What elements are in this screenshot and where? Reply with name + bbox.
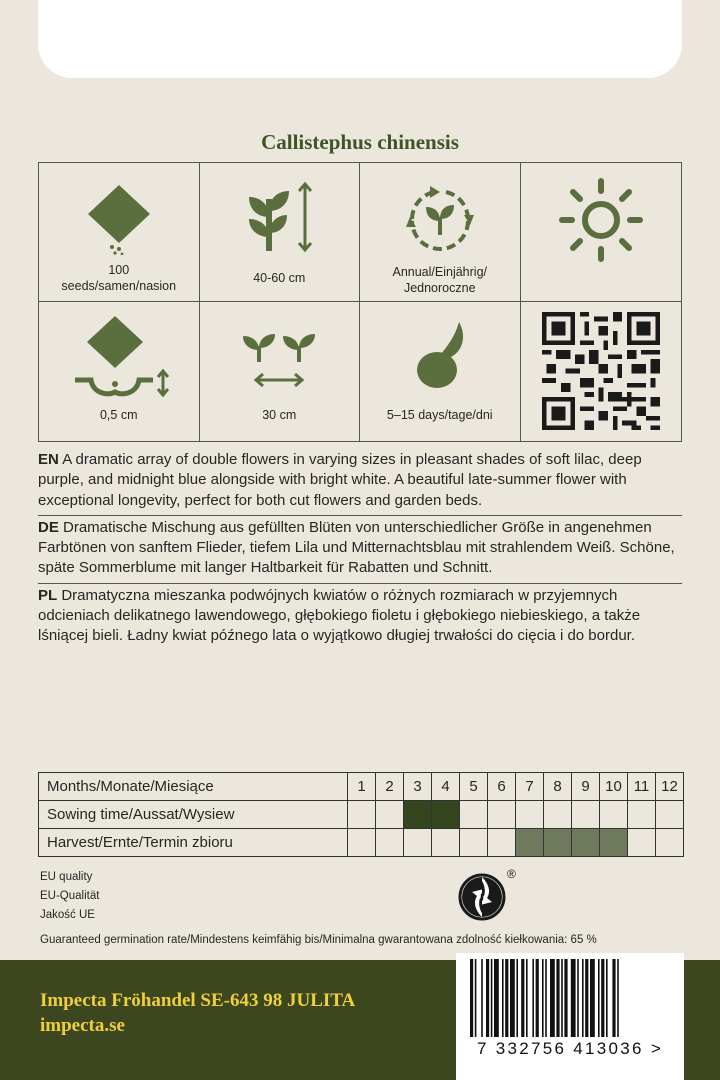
lifecycle-line2: Jednoroczne bbox=[403, 281, 476, 295]
barcode-bar bbox=[561, 959, 563, 1037]
barcode-bar bbox=[532, 959, 534, 1037]
barcode-bars bbox=[456, 953, 684, 1039]
height-cell bbox=[200, 163, 361, 302]
barcode-bar bbox=[601, 959, 604, 1037]
germination-value: 5–15 days/tage/dni bbox=[386, 408, 493, 422]
sowing-cell-m9 bbox=[572, 801, 600, 829]
month-6: 6 bbox=[488, 773, 516, 801]
barcode-bar bbox=[475, 959, 477, 1037]
sowing-calendar bbox=[38, 772, 684, 857]
month-2: 2 bbox=[376, 773, 404, 801]
barcode-bar bbox=[550, 959, 555, 1037]
barcode-bar bbox=[502, 959, 504, 1037]
footer-address bbox=[40, 988, 355, 1038]
barcode-bar bbox=[577, 959, 579, 1037]
barcode-bar bbox=[521, 959, 524, 1037]
month-4: 4 bbox=[432, 773, 460, 801]
green-dot-recycling-icon bbox=[455, 866, 521, 924]
calendar-harvest-row bbox=[39, 829, 684, 857]
months-label: Months/Monate/Miesiące bbox=[39, 773, 348, 801]
sowing-depth-icon bbox=[69, 314, 169, 400]
sun-icon bbox=[558, 177, 644, 263]
description-de: DE Dramatische Mischung aus gefüllten Blüten von unterschiedlicher Größe in angenehmen Farbtönen von sanftem Flieder, tiefem Lila und Mitternachtsblau mit strahlendem Weiß. Schöne, späte Sommerblume mit langer Haltbarkeit für Rabatten und Schnitt. bbox=[38, 515, 682, 579]
barcode-bar bbox=[590, 959, 595, 1037]
species-title: Callistephus chinensis bbox=[261, 130, 459, 154]
sowing-cell-m7 bbox=[516, 801, 544, 829]
month-10: 10 bbox=[600, 773, 628, 801]
sowing-cell-m2 bbox=[376, 801, 404, 829]
sowing-cell-m6 bbox=[488, 801, 516, 829]
packet-top-cutout bbox=[38, 0, 682, 78]
month-1: 1 bbox=[348, 773, 376, 801]
spacing-cell bbox=[200, 302, 361, 441]
barcode-bar bbox=[612, 959, 615, 1037]
barcode-bar bbox=[598, 959, 600, 1037]
barcode-bar bbox=[556, 959, 559, 1037]
harvest-cell-m2 bbox=[376, 829, 404, 857]
lifecycle-cell bbox=[360, 163, 521, 302]
seed-packet-icon bbox=[79, 183, 159, 255]
seeds-unit: seeds/samen/nasion bbox=[61, 279, 177, 293]
harvest-cell-m1 bbox=[348, 829, 376, 857]
descriptions bbox=[38, 448, 682, 651]
annual-cycle-icon bbox=[400, 181, 480, 257]
barcode-bar bbox=[491, 959, 493, 1037]
qr-code[interactable] bbox=[541, 312, 661, 430]
germination-cell bbox=[360, 302, 521, 441]
company-address: Impecta Fröhandel SE-643 98 JULITA bbox=[40, 990, 356, 1011]
month-11: 11 bbox=[628, 773, 656, 801]
barcode-bar bbox=[526, 959, 528, 1037]
barcode-bar bbox=[571, 959, 576, 1037]
seeds-count: 100 bbox=[108, 263, 130, 277]
depth-cell bbox=[39, 302, 200, 441]
month-7: 7 bbox=[516, 773, 544, 801]
registered-mark: ® bbox=[507, 867, 516, 881]
barcode-bar bbox=[470, 959, 473, 1037]
sowing-cell-m1 bbox=[348, 801, 376, 829]
barcode-bar bbox=[542, 959, 544, 1037]
sowing-cell-m11 bbox=[628, 801, 656, 829]
barcode-bar bbox=[545, 959, 547, 1037]
barcode-bar bbox=[516, 959, 518, 1037]
sowing-cell-m3 bbox=[404, 801, 432, 829]
harvest-label: Harvest/Ernte/Termin zbioru bbox=[39, 829, 348, 857]
month-8: 8 bbox=[544, 773, 572, 801]
description-pl: PL Dramatyczna mieszanka podwójnych kwiatów o różnych rozmiarach w przyjemnych odcieniach delikatnego lawendowego, głębokiego fioletu i głębokiego niebieskiego, a także lśniącej bieli. Ładny kwiat późnego lata o wyjątkowo długiej trwałości do cięcia i do bordur. bbox=[38, 583, 682, 647]
barcode-bar bbox=[505, 959, 508, 1037]
seeds-cell bbox=[39, 163, 200, 302]
barcode-bar bbox=[481, 959, 483, 1037]
germination-icon bbox=[405, 318, 475, 396]
month-5: 5 bbox=[460, 773, 488, 801]
harvest-cell-m8 bbox=[544, 829, 572, 857]
harvest-cell-m7 bbox=[516, 829, 544, 857]
barcode-bar bbox=[564, 959, 567, 1037]
month-3: 3 bbox=[404, 773, 432, 801]
harvest-cell-m11 bbox=[628, 829, 656, 857]
eu-quality: EU quality EU-Qualität Jakość UE bbox=[40, 871, 100, 921]
plant-spacing-icon bbox=[237, 326, 321, 390]
month-12: 12 bbox=[656, 773, 684, 801]
barcode-bar bbox=[510, 959, 515, 1037]
description-en: EN A dramatic array of double flowers in varying sizes in pleasant shades of soft lilac, deep purple, and midnight blue alongside with bright white. A beautiful late-summer flower with exceptional longevity, perfect for both cut flowers and garden beds. bbox=[38, 451, 642, 509]
sowing-cell-m10 bbox=[600, 801, 628, 829]
barcode-bar bbox=[585, 959, 588, 1037]
harvest-cell-m4 bbox=[432, 829, 460, 857]
sowing-cell-m12 bbox=[656, 801, 684, 829]
barcode-bar bbox=[582, 959, 584, 1037]
lang-code-en: EN bbox=[38, 451, 59, 468]
sowing-cell-m8 bbox=[544, 801, 572, 829]
barcode-bar bbox=[536, 959, 539, 1037]
germination-rate: Guaranteed germination rate/Mindestens keimfähig bis/Minimalna gwarantowana zdolność kiełkowania: 65 % bbox=[40, 934, 597, 946]
barcode-bar bbox=[617, 959, 619, 1037]
harvest-cell-m10 bbox=[600, 829, 628, 857]
barcode-digits: 7 332756 413036 > bbox=[476, 1039, 664, 1058]
harvest-cell-m6 bbox=[488, 829, 516, 857]
barcode bbox=[456, 953, 684, 1080]
barcode-bar bbox=[486, 959, 489, 1037]
info-grid bbox=[38, 162, 682, 442]
harvest-cell-m5 bbox=[460, 829, 488, 857]
lang-code-de: DE bbox=[38, 518, 59, 536]
spacing-value: 30 cm bbox=[262, 408, 297, 422]
barcode-bar bbox=[606, 959, 608, 1037]
harvest-cell-m9 bbox=[572, 829, 600, 857]
lang-code-pl: PL bbox=[38, 586, 58, 604]
sun-cell bbox=[521, 163, 682, 302]
sowing-cell-m5 bbox=[460, 801, 488, 829]
sowing-label: Sowing time/Aussat/Wysiew bbox=[39, 801, 348, 829]
website-link[interactable]: impecta.se bbox=[40, 1015, 125, 1036]
qr-cell bbox=[521, 302, 682, 441]
sowing-cell-m4 bbox=[432, 801, 460, 829]
barcode-bar bbox=[494, 959, 499, 1037]
month-9: 9 bbox=[572, 773, 600, 801]
harvest-cell-m12 bbox=[656, 829, 684, 857]
calendar-sowing-row bbox=[39, 801, 684, 829]
harvest-cell-m3 bbox=[404, 829, 432, 857]
lifecycle-line1: Annual/Einjährig/ bbox=[392, 265, 487, 279]
calendar-months-row bbox=[39, 773, 684, 801]
plant-height-icon bbox=[239, 181, 319, 253]
height-value: 40-60 cm bbox=[253, 271, 306, 285]
depth-value: 0,5 cm bbox=[99, 408, 138, 422]
